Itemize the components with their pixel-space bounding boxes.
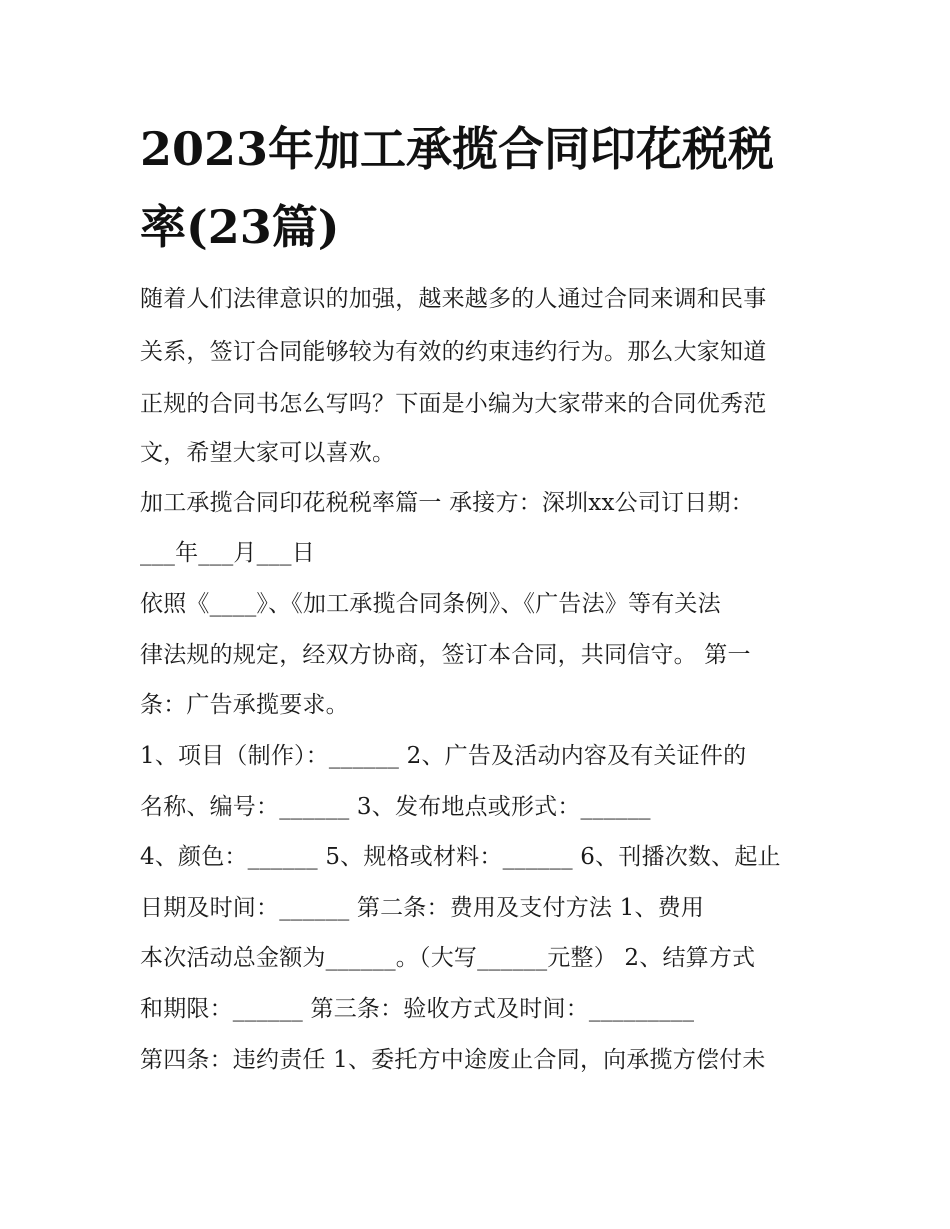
document-title-line-1: 2023年加工承揽合同印花税税 (140, 122, 775, 176)
body-line-2: 关系，签订合同能够较为有效的约束违约行为。那么大家知道 (140, 339, 767, 365)
body-line-13: 日期及时间：______ 第二条：费用及支付方法 1、费用 (140, 895, 705, 921)
body-line-14: 本次活动总金额为______。（大写______元整） 2、结算方式 (140, 945, 756, 971)
body-line-7: 依照《____》、《加工承揽合同条例》、《广告法》等有关法 (140, 591, 721, 617)
body-line-11: 名称、编号：______ 3、发布地点或形式：______ (140, 794, 651, 820)
body-line-6: ___年___月___日 (140, 540, 315, 566)
body-line-15: 和期限：______ 第三条：验收方式及时间：_________ (140, 996, 695, 1022)
body-line-10: 1、项目（制作）：______ 2、广告及活动内容及有关证件的 (140, 743, 747, 769)
body-line-16: 第四条：违约责任 1、委托方中途废止合同，向承揽方偿付未 (140, 1047, 766, 1073)
body-line-5: 加工承揽合同印花税税率篇一 承接方：深圳xx公司订日期： (140, 490, 754, 516)
body-line-8: 律法规的规定，经双方协商，签订本合同，共同信守。 第一 (140, 642, 751, 668)
body-line-9: 条：广告承揽要求。 (140, 692, 349, 718)
body-line-3: 正规的合同书怎么写吗？下面是小编为大家带来的合同优秀范 (140, 391, 767, 417)
body-line-1: 随着人们法律意识的加强，越来越多的人通过合同来调和民事 (140, 286, 767, 312)
body-line-4: 文，希望大家可以喜欢。 (140, 440, 396, 466)
body-line-12: 4、颜色：______ 5、规格或材料：______ 6、刊播次数、起止 (140, 844, 781, 870)
document-title-line-2: 率(23篇) (140, 200, 340, 254)
